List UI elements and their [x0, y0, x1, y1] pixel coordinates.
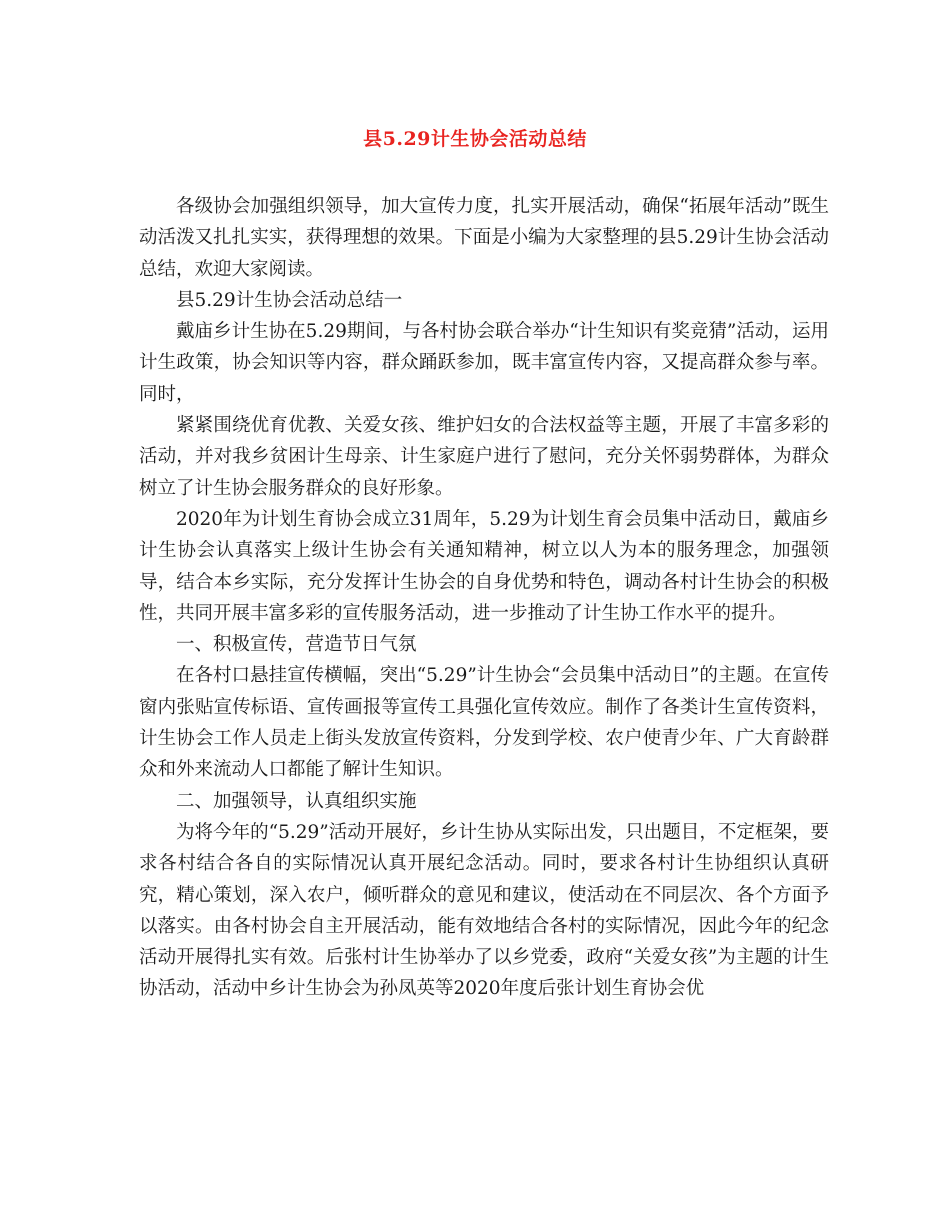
document-body [139, 191, 829, 1005]
body-paragraph: 2020年为计划生育协会成立31周年，5.29为计划生育会员集中活动日，戴庙乡计生协会认真落实上级计生协会有关通知精神，树立以人为本的服务理念，加强领导，结合本乡实际，充分发挥计生协会的自身优势和特色，调动各村计生协会的积极性，共同开展丰富多彩的宣传服务活动，进一步推动了计生协工作水平的提升。 [139, 508, 829, 624]
section-heading-publicity: 一、积极宣传，营造节日气氛 [176, 634, 417, 656]
body-paragraph: 为将今年的“5.29”活动开展好，乡计生协从实际出发，只出题目，不定框架，要求各村结合各自的实际情况认真开展纪念活动。同时，要求各村计生协组织认真研究，精心策划，深入农户，倾听群众的意见和建议，使活动在不同层次、各个方面予以落实。由各村协会自主开展活动，能有效地结合各村的实际情况，因此今年的纪念活动开展得扎实有效。后张村计生协举办了以乡党委，政府“关爱女孩”为主题的计生协活动，活动中乡计生协会为孙凤英等2020年度后张计划生育协会优 [139, 821, 829, 1000]
body-paragraph: 在各村口悬挂宣传横幅，突出“5.29”计生协会“会员集中活动日”的主题。在宣传窗内张贴宣传标语、宣传画报等宣传工具强化宣传效应。制作了各类计生宣传资料，计生协会工作人员走上街头发放宣传资料，分发到学校、农户使青少年、广大育龄群众和外来流动人口都能了解计生知识。 [139, 665, 829, 781]
document-title: 县5.29计生协会活动总结 [363, 128, 587, 150]
body-paragraph: 紧紧围绕优育优教、关爱女孩、维护妇女的合法权益等主题，开展了丰富多彩的活动，并对我乡贫困计生母亲、计生家庭户进行了慰问，充分关怀弱势群体，为群众树立了计生协会服务群众的良好形象。 [139, 415, 829, 499]
section-heading-leadership: 二、加强领导，认真组织实施 [176, 790, 417, 812]
section-heading-summary-one: 县5.29计生协会活动总结一 [176, 289, 403, 311]
intro-paragraph: 各级协会加强组织领导，加大宣传力度，扎实开展活动，确保“拓展年活动”既生动活泼又扎扎实实，获得理想的效果。下面是小编为大家整理的县5.29计生协会活动总结，欢迎大家阅读。 [139, 196, 829, 280]
body-paragraph: 戴庙乡计生协在5.29期间，与各村协会联合举办“计生知识有奖竞猜”活动，运用计生政策，协会知识等内容，群众踊跃参加，既丰富宣传内容，又提高群众参与率。同时， [139, 321, 829, 405]
